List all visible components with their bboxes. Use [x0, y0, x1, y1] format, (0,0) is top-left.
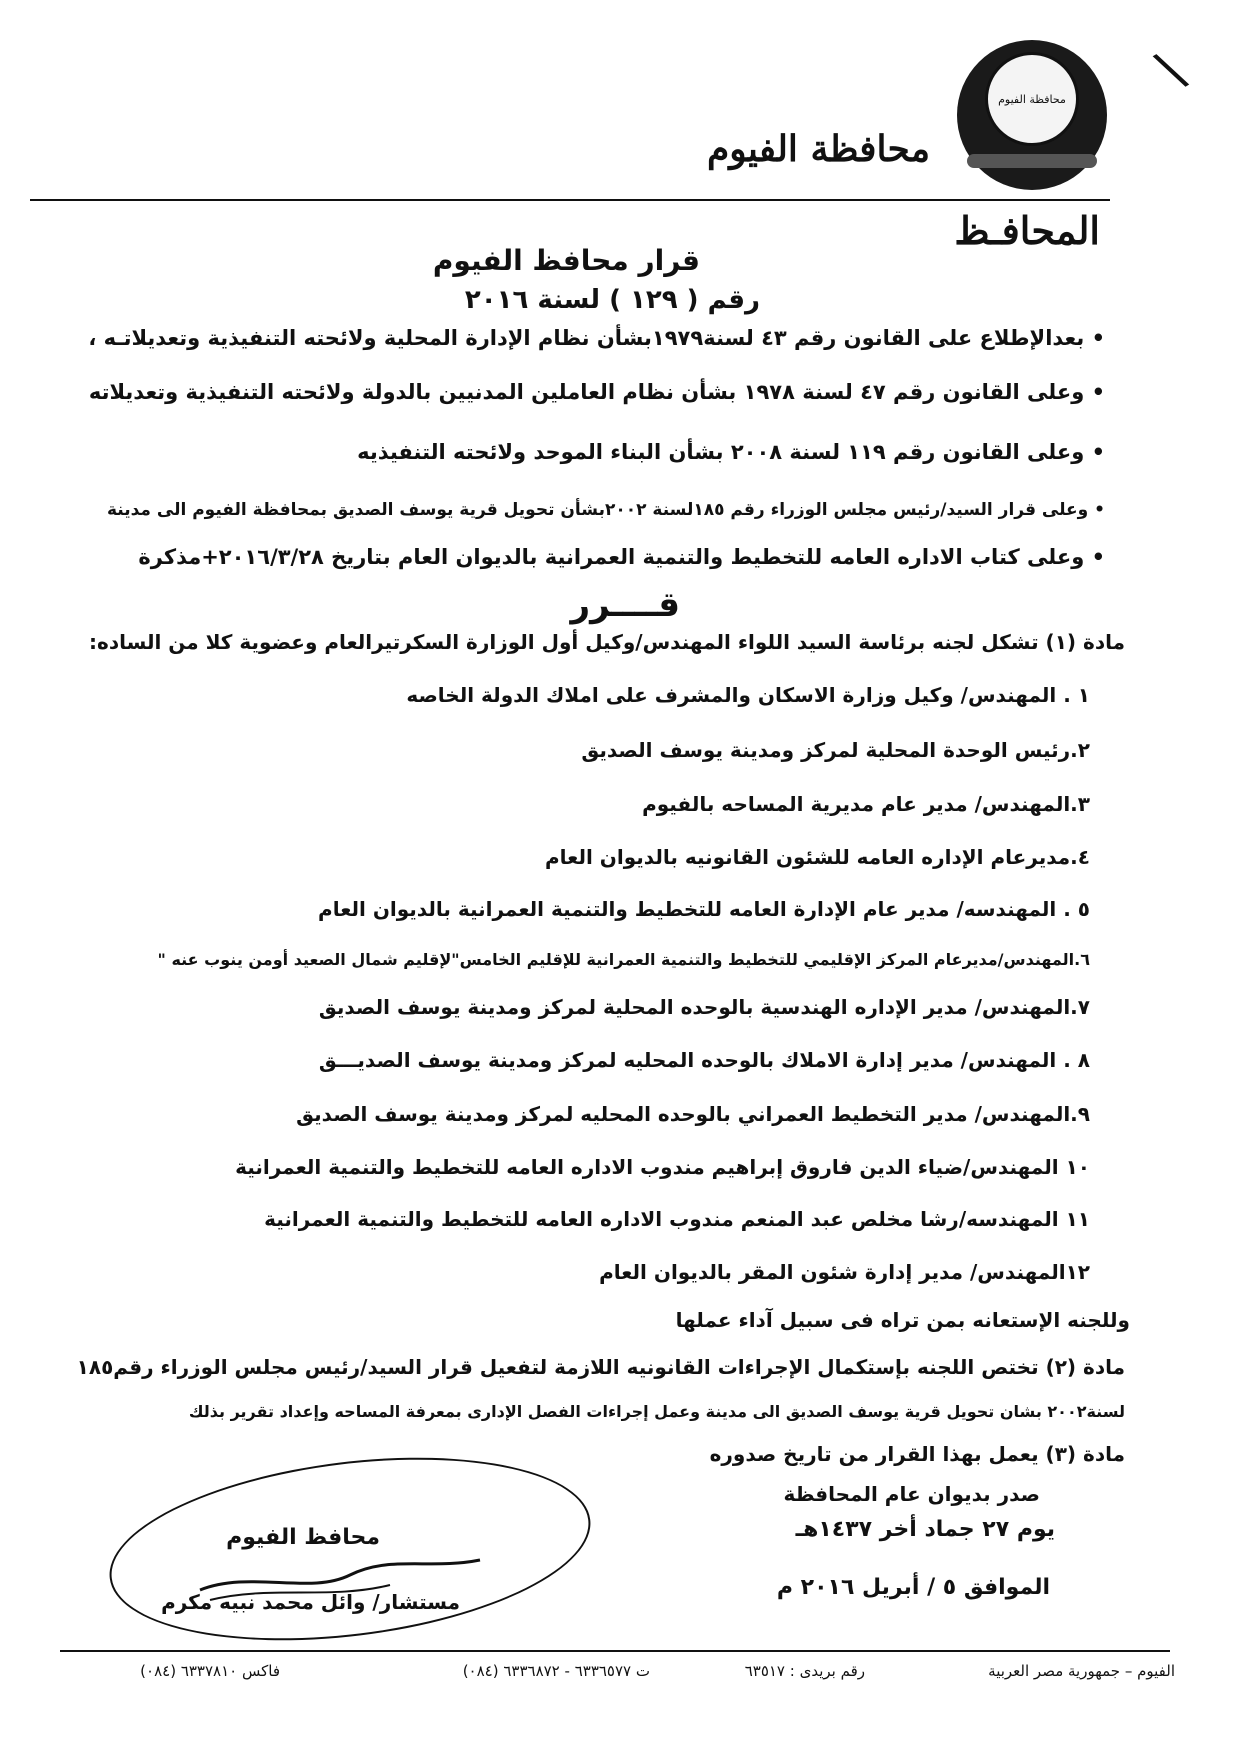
issued-at: صدر بديوان عام المحافظة [783, 1482, 1040, 1506]
footer-fax: فاكس ٦٣٣٧٨١٠ (٠٨٤) [140, 1662, 280, 1680]
decided-heading: قــــرر [570, 585, 680, 625]
committee-member: ٢.رئيس الوحدة المحلية لمركز ومدينة يوسف الصديق [581, 738, 1090, 762]
organization-name: محافظة الفيوم [707, 128, 930, 170]
office-title: المحافـظ [954, 208, 1100, 253]
article-1-intro: مادة (١) تشكل لجنه برئاسة السيد اللواء المهندس/وكيل أول الوزارة السكرتيرالعام وعضوية كلا من الساده: [89, 630, 1125, 654]
governorate-seal-logo [957, 40, 1107, 190]
article-3-line: مادة (٣) يعمل بهذا القرار من تاريخ صدوره [709, 1442, 1125, 1466]
committee-member: ٣.المهندس/ مدير عام مديرية المساحه بالفيوم [642, 792, 1090, 816]
hijri-date: يوم ٢٧ جماد أخر ١٤٣٧هـ [795, 1517, 1055, 1542]
preamble-line: • بعدالإطلاع على القانون رقم ٤٣ لسنة١٩٧٩بشأن نظام الإدارة المحلية ولائحته التنفيذية وتعديلاتـه ، [88, 326, 1105, 350]
preamble-line: • وعلى القانون رقم ٤٧ لسنة ١٩٧٨ بشأن نظام العاملين المدنيين بالدولة ولائحته التنفيذية وتعديلاته [88, 380, 1105, 404]
committee-member: ٩.المهندس/ مدير التخطيط العمراني بالوحده المحليه لمركز ومدينة يوسف الصديق [296, 1102, 1090, 1126]
seal-wave-icon [967, 154, 1097, 168]
footer-divider [60, 1650, 1170, 1652]
article-2-line: لسنة٢٠٠٢ بشان تحويل قرية يوسف الصديق الى مدينة وعمل إجراءات الفصل الإدارى بمعرفة المساحه وإعداد تقرير بذلك [188, 1402, 1125, 1421]
decision-number: رقم ( ١٢٩ ) لسنة ٢٠١٦ [464, 285, 760, 315]
committee-member: ١٢المهندس/ مدير إدارة شئون المقر بالديوان العام [599, 1260, 1090, 1284]
signatory-name: مستشار/ وائل محمد نبيه مكرم [161, 1590, 460, 1614]
preamble-line: • وعلى القانون رقم ١١٩ لسنة ٢٠٠٨ بشأن البناء الموحد ولائحته التنفيذيه [357, 440, 1105, 464]
committee-member: ٧.المهندس/ مدير الإداره الهندسية بالوحده المحلية لمركز ومدينة يوسف الصديق [318, 995, 1090, 1019]
seal-text: محافظة الفيوم [998, 93, 1066, 106]
gregorian-date: الموافق ٥ / أبريل ٢٠١٦ م [776, 1575, 1050, 1600]
committee-member: ١ . المهندس/ وكيل وزارة الاسكان والمشرف على املاك الدولة الخاصه [406, 683, 1090, 707]
footer-phone: ت ٦٣٣٦٥٧٧ - ٦٣٣٦٨٧٢ (٠٨٤) [462, 1662, 650, 1680]
signatory-title: محافظ الفيوم [226, 1525, 380, 1550]
decision-title: قرار محافظ الفيوم [432, 244, 700, 277]
seal-emblem [985, 52, 1079, 146]
preamble-line: • وعلى قرار السيد/رئيس مجلس الوزراء رقم ١٨٥لسنة ٢٠٠٢بشأن تحويل قرية يوسف الصديق بمحافظة الفيوم الى مدينة [106, 500, 1105, 520]
header-divider [30, 199, 1110, 201]
committee-member: ٤.مديرعام الإداره العامه للشئون القانونيه بالديوان العام [545, 845, 1090, 869]
committee-member: ٨ . المهندس/ مدير إدارة الاملاك بالوحده المحليه لمركز ومدينة يوسف الصديـــق [318, 1048, 1090, 1072]
committee-member: ١٠ المهندس/ضياء الدين فاروق إبراهيم مندوب الاداره العامه للتخطيط والتنمية العمرانية [235, 1155, 1090, 1179]
footer-address: الفيوم – جمهورية مصر العربية [988, 1662, 1175, 1680]
footer-postal: رقم بريدى : ٦٣٥١٧ [744, 1662, 865, 1680]
committee-assistance: وللجنه الإستعانه بمن تراه فى سبيل آداء عملها [675, 1308, 1130, 1332]
committee-member: ٦.المهندس/مديرعام المركز الإقليمي للتخطيط والتنمية العمرانية للإقليم الخامس"لإقليم شمال الصعيد أومن ينوب عنه " [157, 950, 1090, 969]
committee-member: ١١ المهندسه/رشا مخلص عبد المنعم مندوب الاداره العامه للتخطيط والتنمية العمرانية [264, 1207, 1090, 1231]
preamble-line: • وعلى كتاب الاداره العامه للتخطيط والتنمية العمرانية بالديوان العام بتاريخ ٢٠١٦/٣/٢٨+مذكرة [138, 545, 1105, 569]
article-2-line: مادة (٢) تختص اللجنه بإستكمال الإجراءات القانونيه اللازمة لتفعيل قرار السيد/رئيس مجلس الوزراء رقم١٨٥ [76, 1355, 1125, 1379]
committee-member: ٥ . المهندسه/ مدير عام الإدارة العامه للتخطيط والتنمية العمرانية بالديوان العام [318, 897, 1090, 921]
corner-mark: \ [1148, 39, 1194, 101]
